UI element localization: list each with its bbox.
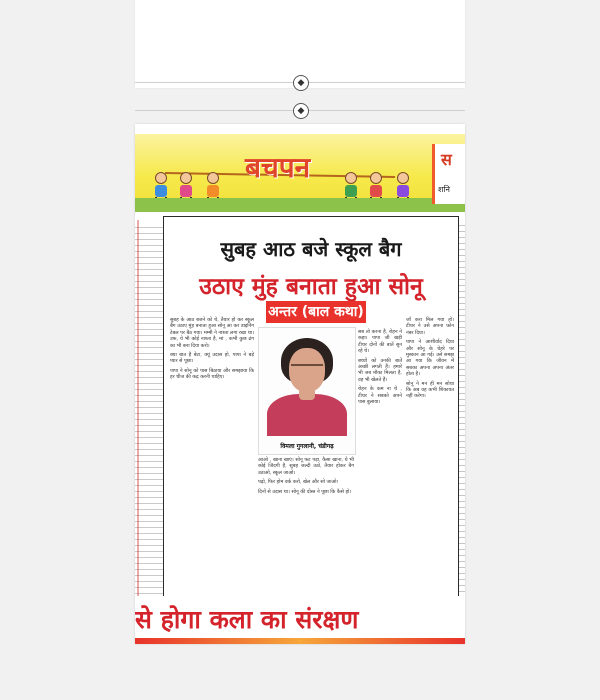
paragraph: क्या बात है बेटा, क्यूं उदास हो, पापा ने बड़े प्यार से पूछा।	[170, 352, 254, 365]
headline-line-2: उठाए मुंह बनाता हुआ सोनू	[199, 274, 423, 300]
text-column-3	[358, 329, 402, 408]
paragraph: सोनू ने मन ही मन सोचा कि अब वह कभी शिकायत नहीं करेगा।	[406, 380, 454, 400]
bottom-headline: से होगा कला का संरक्षण	[135, 605, 359, 634]
color-stripe	[135, 638, 465, 644]
paragraph: रोहन के कम ना थे , टीचर ने सबको अपने पास बुलाया।	[358, 386, 402, 406]
side-tab	[432, 144, 465, 204]
paragraph: आओ , खाना खाएं। सोनू फट पड़ा, कैसा खाना, ये भी कोई जिंदगी है, सुबह जल्दी उठो, तैयार होकर बैग उठाओ, स्कूल जाओ।	[258, 457, 354, 476]
paragraph: दिनों से उदास था। सोनू की दोस्त ने पूछा कि कैसे हो।	[258, 488, 352, 495]
adjacent-column	[135, 222, 163, 642]
grass-strip	[135, 198, 465, 212]
side-tab-subtitle: शनि	[438, 185, 450, 194]
paragraph: सब तो करना है, रोहन ने कहा। पापा जी खड़ी टीचर दोनों की बातें सुन रहे थे।	[358, 329, 402, 355]
photo-caption: विमला गुगलानी, चंडीगढ़	[280, 443, 334, 450]
portrait-image	[267, 332, 347, 436]
story-box	[163, 216, 459, 644]
bottom-story-banner	[135, 596, 465, 644]
paragraph: पापा ने सोनू को पास बिठाया और समझाया कि हर चीज की कद्र करनी चाहिए।	[170, 367, 254, 381]
bachpan-banner	[135, 134, 465, 212]
banner-title: बचपन	[245, 151, 311, 184]
headline-line-1: सुबह आठ बजे स्कूल बैग	[220, 237, 402, 261]
paragraph: पापा ने आशीर्वाद दिया और सोनू के चेहरे पर मुस्कान आ गई। उसे समझ आ गया कि जीवन में सबका अपना अपना अंतर होता है।	[406, 339, 454, 378]
paragraph: बच्चों को उनकी बातें अच्छी लगती हैं। हमारे भी जब मौका मिलता है, वह भी खेलते हैं।	[358, 357, 402, 383]
column-rule	[137, 220, 139, 640]
newspaper-page	[135, 124, 465, 644]
text-column-2	[258, 457, 354, 498]
author-photo	[258, 327, 356, 455]
story-tag: अन्तर (बाल कथा)	[266, 301, 366, 323]
text-column-4	[406, 317, 454, 403]
page-marker-icon[interactable]: ◆	[293, 103, 309, 119]
paragraph: पढ़ो, फिर होम वर्क करो, खेल और सो जाओ।	[258, 479, 339, 486]
paragraph: जाँ करा मिल गया हो। टीचर ने उसे अपना फ़ोन नंबर दिया।	[406, 317, 454, 336]
side-tab-title: स	[441, 150, 452, 169]
paragraph: सुबह के आठ बजने को थे, तैयार हो कर स्कूल बैग उठाए मुंह बनाता हुआ सोनू आ कर डाइनिंग टेबल पर बैठ गया। मम्मी ने नाश्ता लगा रखा था। उफ, ये भी कोई नाश्ता है, मां , कभी कुछ ढंग का भी बना दिया करो।	[170, 317, 254, 349]
text-column-1	[170, 317, 254, 384]
page-marker-icon[interactable]: ◆	[293, 75, 309, 91]
